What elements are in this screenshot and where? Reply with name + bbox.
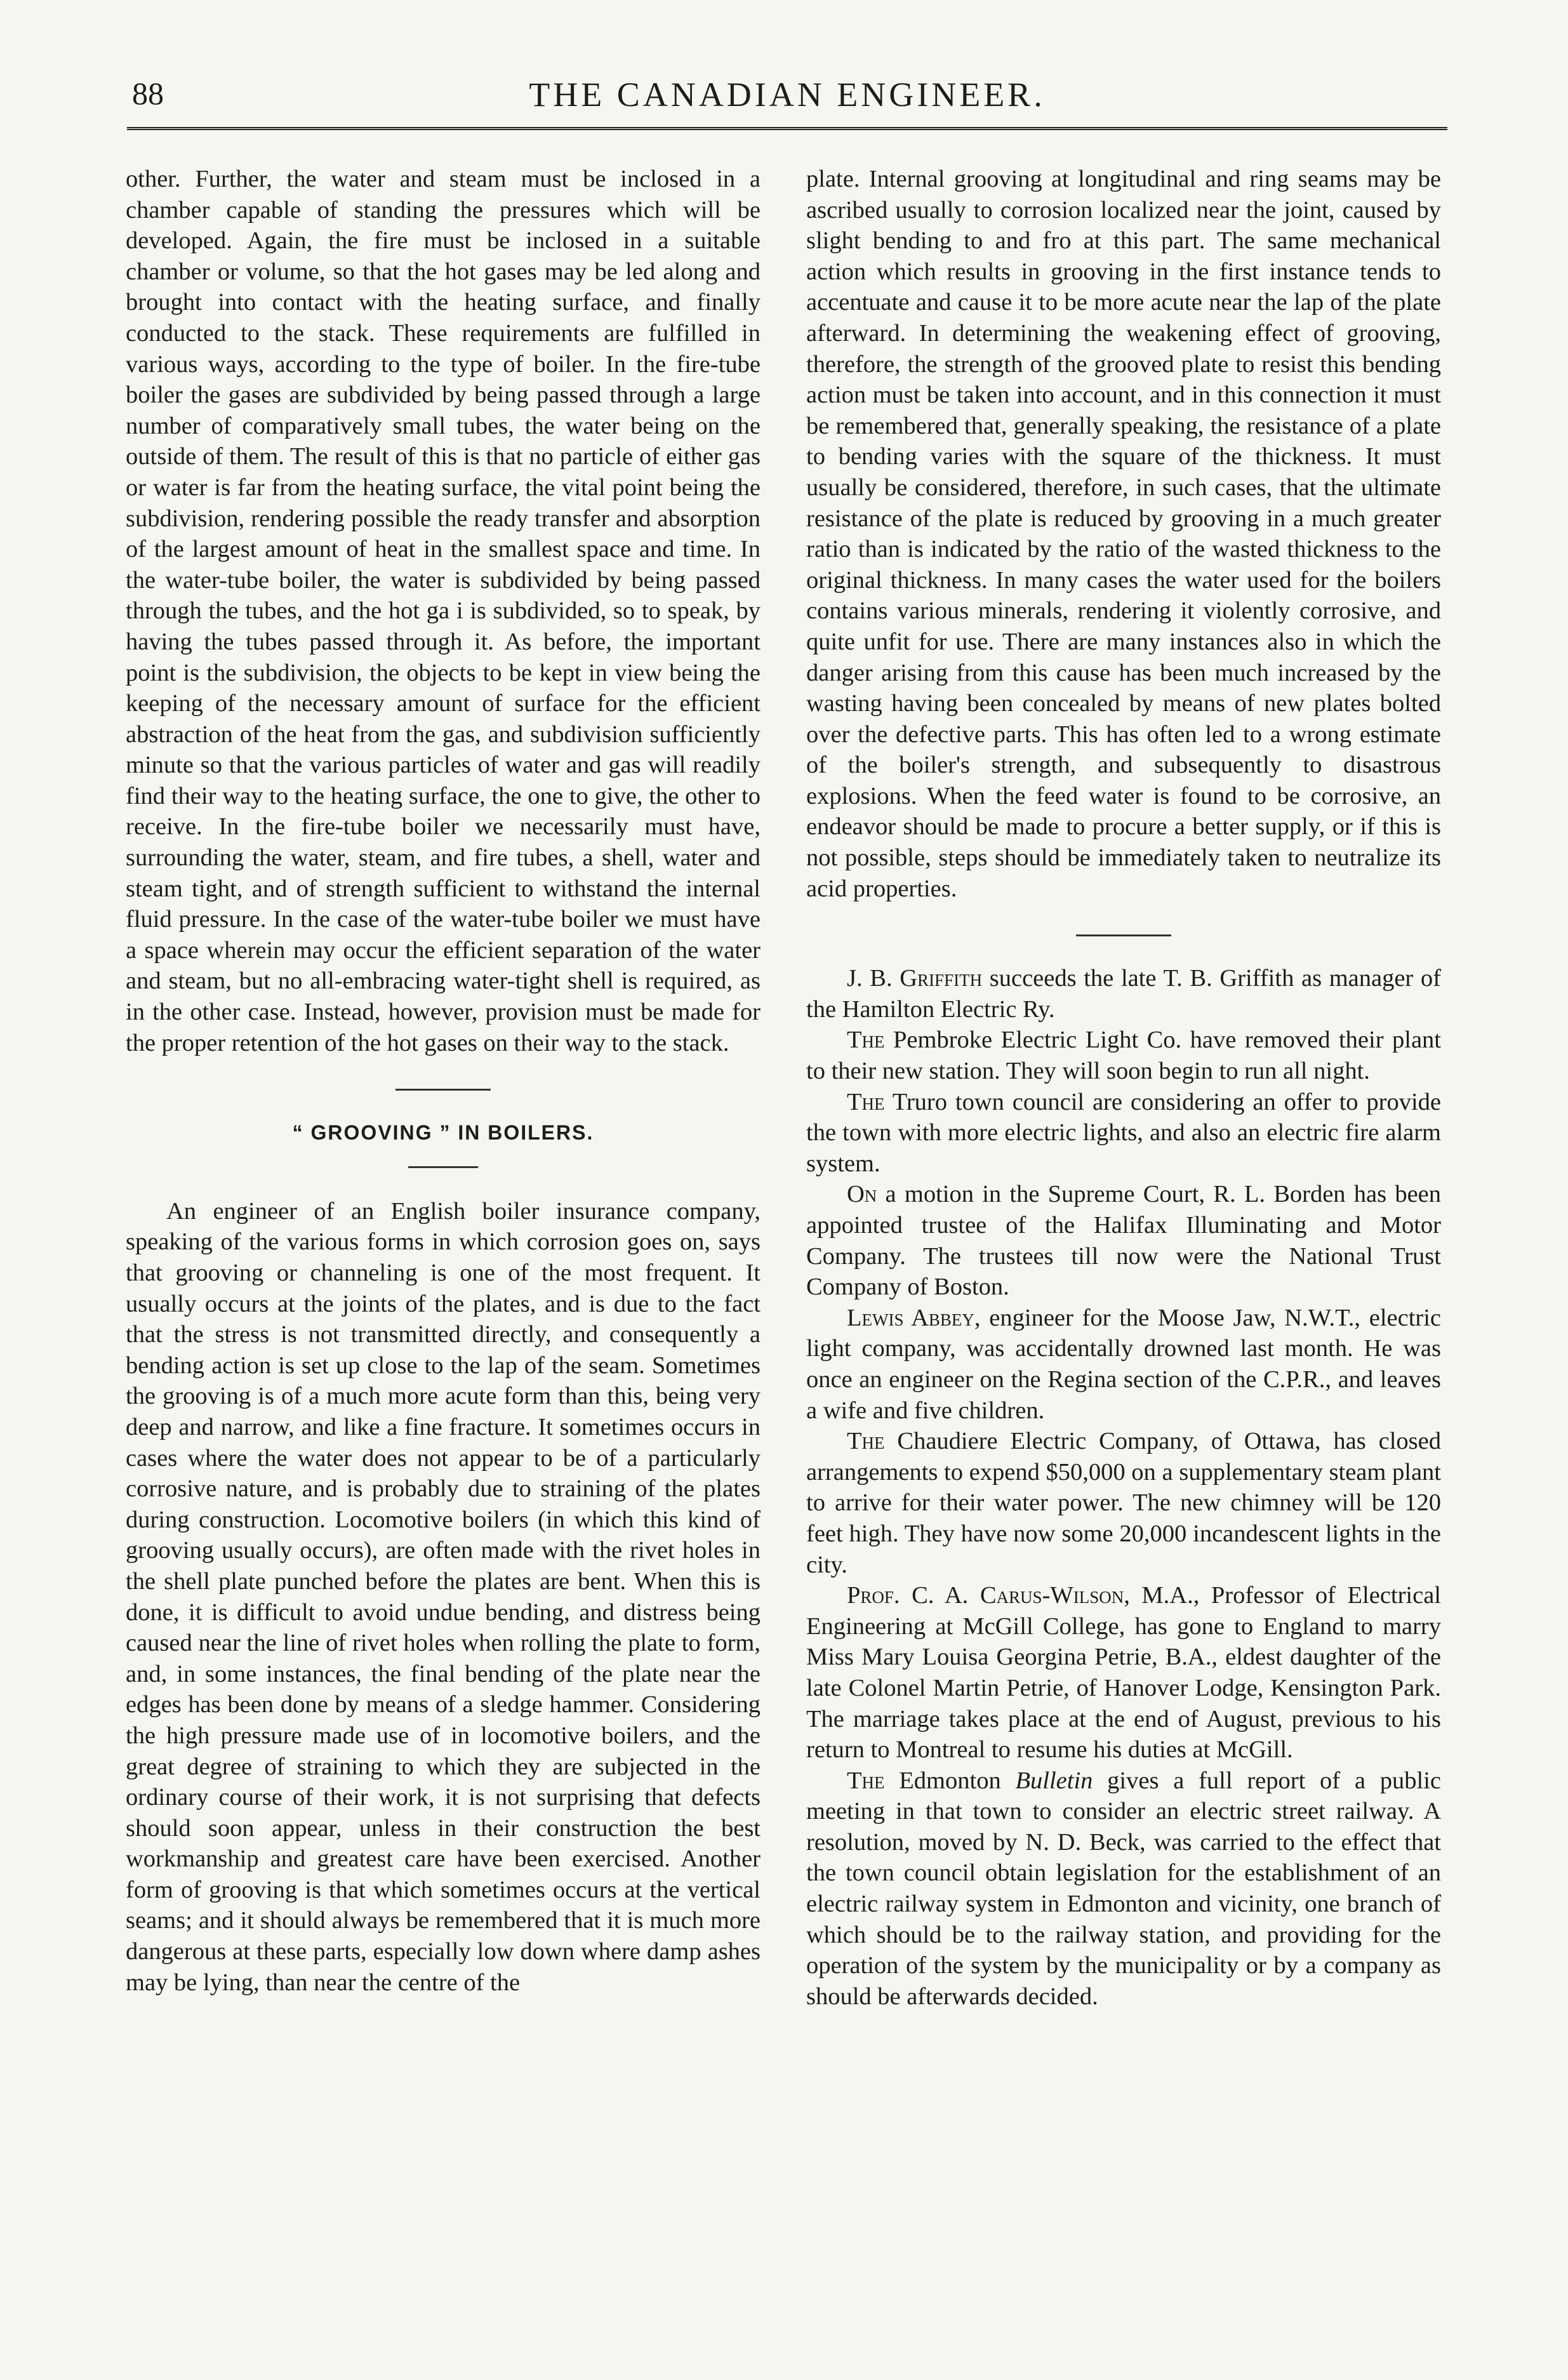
title-underline (408, 1166, 478, 1168)
news-item-lead: J. B. Griffith (847, 965, 983, 992)
section-divider (395, 1089, 491, 1091)
news-item (806, 1179, 1441, 1302)
news-item (806, 1580, 1441, 1765)
news-item-text: gives a full report of a public meeting in that town to consider an electric street railway. A resolution, moved by N. D. Beck, was carried to the effect that the town council obtain legislation for the establishment of an electric railway system in Edmonton and vicinity, one branch of which should be to the railway station, and providing for the operation of the system by the municipality or by a company as should be afterwards decided. (806, 1767, 1441, 2010)
page-number: 88 (132, 76, 164, 111)
news-item (806, 1025, 1441, 1086)
news-item-lead: Prof. C. A. Carus-Wilson, (847, 1582, 1130, 1609)
news-item-lead: Lewis Abbey, (847, 1304, 981, 1331)
news-item-lead: The (847, 1767, 885, 1794)
news-item-text: Pembroke Electric Light Co. have removed their plant to their new station. They will soon begin to run all night. (806, 1027, 1441, 1085)
news-item-text: engineer for the Moose Jaw, N.W.T., electric light company, was accidentally drowned last month. He was once an engineer on the Regina section of the C.P.R., and leaves a wife and five children. (806, 1304, 1441, 1424)
news-item-text: Truro town council are considering an offer to provide the town with more electric lights, and also an electric fire alarm system. (806, 1088, 1441, 1177)
news-item-text: M.A., Professor of Electrical Engineering at McGill College, has gone to England to marry Miss Mary Louisa Georgina Petrie, B.A., eldest daughter of the late Colonel Martin Petrie, of Hanover Lodge, Kensington Park. The marriage takes place at the end of August, previous to his return to Montreal to resume his duties at McGill. (806, 1582, 1442, 1764)
news-item-lead: The (847, 1088, 885, 1115)
news-item (806, 1765, 1441, 2012)
news-item-text: Edmonton (884, 1767, 1016, 1794)
news-item-text: Chaudiere Electric Company, of Ottawa, has closed arrangements to expend $50,000 on a supplementary steam plant to arrive for their water power. The new chimney will be 120 feet high. They have now some 20,000 incandescent lights in the city. (806, 1428, 1441, 1578)
header-rule (127, 127, 1447, 130)
news-item (806, 1087, 1441, 1180)
right-column (806, 164, 1441, 2012)
news-divider (1076, 934, 1171, 936)
grooving-article-text: An engineer of an English boiler insurance company, speaking of the various forms in which corrosion goes on, says that grooving or channeling is one of the most frequent. It usually occurs at the joints of the plates, and is due to the fact that the stress is not transmitted directly, and consequently a bending action is set up close to the lap of the seam. Sometimes the grooving is of a much more acute form than this, being very deep and narrow, and like a fine fracture. It sometimes occurs in cases where the water does not appear to be of a particularly corrosive nature, and is probably due to straining of the plates during construction. Locomotive boilers (in which this kind of grooving usually occurs), are often made with the rivet holes in the shell plate punched before the plates are bent. When this is done, it is difficult to avoid undue bending, and distress being caused near the line of rivet holes when rolling the plate to form, and, in some instances, the final bending of the plate near the edges has been done by means of a sledge hammer. Considering the high pressure made use of in locomotive boilers, and the great degree of straining to which they are subjected in the ordinary course of their work, it is not surprising that defects should soon appear, unless in their construction the best workmanship and greatest care have been exercised. Another form of grooving is that which sometimes occurs at the vertical seams; and it should always be remembered that it is much more dangerous at these parts, especially low down where damp ashes may be lying, than near the centre of the (126, 1197, 761, 1996)
news-item-lead: The (847, 1027, 885, 1054)
grooving-article-continued: plate. Internal grooving at longitudinal and ring seams may be ascribed usually to corrosion localized near the joint, caused by slight bending to and fro at this part. The same mechanical action which results in grooving in the first instance tends to accentuate and cause it to be more acute near the lap of the plate afterward. In determining the weakening effect of grooving, therefore, the strength of the grooved plate to resist this bending action must be taken into account, and in this connection it must be remembered that, generally speaking, the resistance of a plate to bending varies with the square of the thickness. It must usually be considered, therefore, in such cases, that the ultimate resistance of the plate is reduced by grooving in a much greater ratio than is indicated by the ratio of the wasted thickness to the original thickness. In many cases the water used for the boilers contains various minerals, rendering it violently corrosive, and quite unfit for use. There are many instances also in which the danger arising from this cause has been much increased by the wasting having been concealed by means of new plates bolted over the defective parts. This has often led to a wrong estimate of the boiler's strength, and subsequently to disastrous explosions. When the feed water is found to be corrosive, an endeavor should be made to procure a better supply, or if this is not possible, steps should be immediately taken to neutralize its acid properties. (806, 166, 1441, 902)
news-item-text: succeeds the late T. B. Griffith as manager of the Hamilton Electric Ry. (806, 965, 1441, 1023)
boiler-text-continued: other. Further, the water and steam must be inclosed in a chamber capable of standing the pressures which will be developed. Again, the fire must be inclosed in a suitable chamber or volume, so that the hot gases may be led along and brought into contact with the heating surface, and finally conducted to the stack. These requirements are fulfilled in various ways, according to the type of boiler. In the fire-tube boiler the gases are subdivided by being passed through a large number of comparatively small tubes, the water being on the outside of them. The result of this is that no particle of either gas or water is far from the heating surface, the vital point being the subdivision, rendering possible the ready transfer and absorption of the largest amount of heat in the smallest space and time. In the water-tube boiler, the water is subdivided by being passed through the tubes, and the hot ga i is subdivided, so to speak, by having the tubes passed through it. As before, the important point is the subdivision, the objects to be kept in view being the keeping of the necessary amount of surface for the efficient abstraction of the heat from the gas, and subdivision sufficiently minute so that the various particles of water and gas will readily find their way to the heating surface, the one to give, the other to receive. In the fire-tube boiler we necessarily must have, surrounding the water, steam, and fire tubes, a shell, water and steam tight, and of strength sufficient to withstand the internal fluid pressure. In the case of the water-tube boiler we must have a space wherein may occur the efficient separation of the water and steam, but no all-embracing water-tight shell is required, as in the other case. Instead, however, provision must be made for the proper retention of the hot gases on their way to the stack. (126, 166, 761, 1056)
news-item-lead: On (847, 1181, 877, 1208)
journal-title: THE CANADIAN ENGINEER. (529, 76, 1046, 114)
news-item (806, 963, 1441, 1025)
running-head (127, 75, 1447, 119)
newspaper-name: Bulletin (1015, 1767, 1093, 1794)
news-item-text: a motion in the Supreme Court, R. L. Borden has been appointed trustee of the Halifax Illuminating and Motor Company. The trustees till now were the National Trust Company of Boston. (806, 1181, 1441, 1301)
news-item (806, 1426, 1441, 1580)
left-column (126, 164, 761, 1998)
news-item-lead: The (847, 1428, 885, 1455)
section-title: “ GROOVING ” IN BOILERS. (292, 1121, 594, 1145)
news-item (806, 1303, 1441, 1426)
